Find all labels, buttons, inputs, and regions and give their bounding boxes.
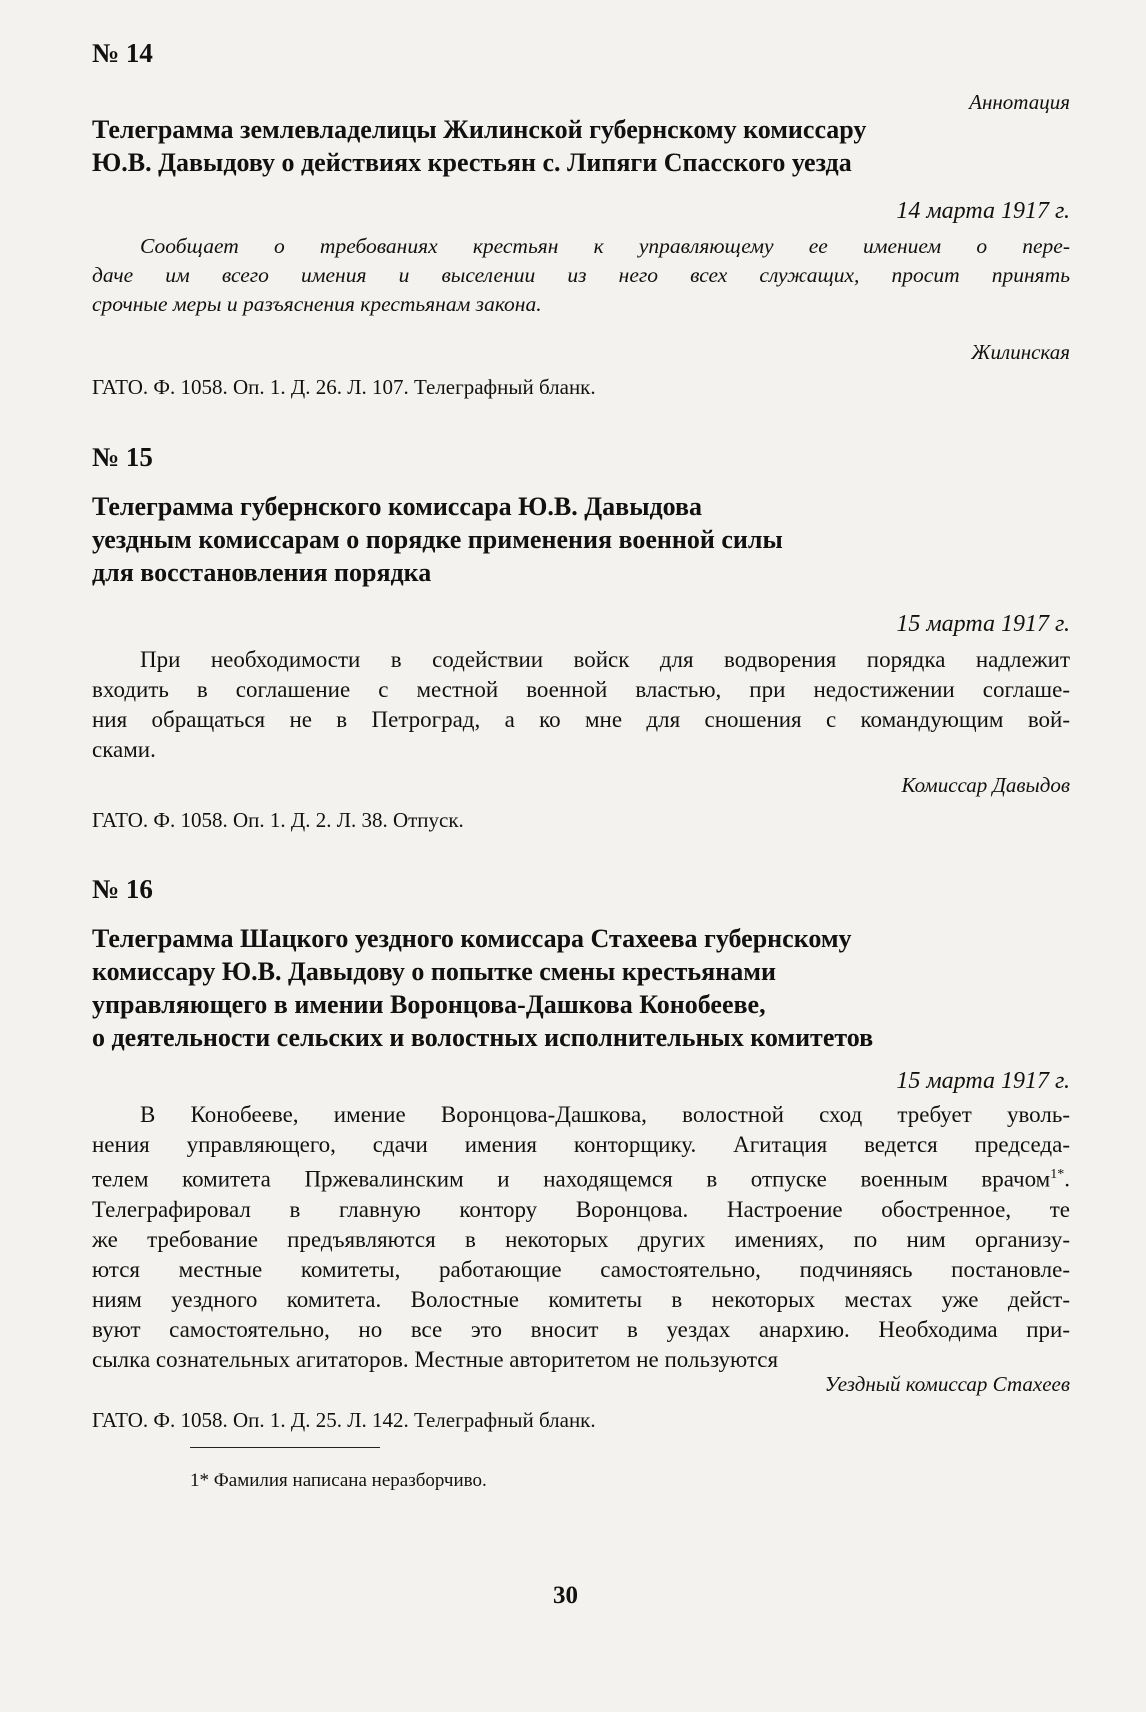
doc-14-date: 14 марта 1917 г.	[896, 198, 1070, 224]
body-line: ния обращаться не в Петроград, а ко мне для сношения с командующим вой-	[92, 707, 1070, 732]
doc-16-number: № 16	[92, 874, 153, 904]
body-line: вуют самостоятельно, но все это вносит в уездах анархию. Необходима при-	[92, 1316, 1070, 1342]
body-line: телем комитета Пржевалинским и находящемся в отпуске военным врачом$^{1*}$.	[92, 1166, 1070, 1192]
body-line: В Конобееве, имение Воронцова-Дашкова, волостной сход требует уволь-	[140, 1102, 1070, 1127]
doc-14-signature: Жилинская	[971, 340, 1070, 364]
doc-16-title	[92, 922, 1072, 1054]
title-line: Ю.В. Давыдову о действиях крестьян с. Липяги Спасского уезда	[92, 148, 852, 177]
doc-15-date: 15 марта 1917 г.	[896, 611, 1070, 637]
title-line: о деятельности сельских и волостных исполнительных комитетов	[92, 1023, 874, 1052]
doc-16-body	[92, 1100, 1070, 1375]
doc-14-title	[92, 113, 1072, 179]
body-line: сылка сознательных агитаторов. Местные авторитетом не пользуются	[92, 1346, 779, 1372]
footnote: 1* Фамилия написана неразборчиво.	[190, 1470, 487, 1491]
doc-14-annotation	[92, 232, 1070, 319]
title-line: для восстановления порядка	[92, 558, 432, 587]
title-line: Телеграмма губернского комиссара Ю.В. Давыдова	[92, 492, 703, 521]
annotation-line: срочные меры и разъяснения крестьянам закона.	[92, 292, 542, 316]
footnote-divider	[190, 1447, 380, 1448]
doc-16-date: 15 марта 1917 г.	[896, 1068, 1070, 1094]
doc-15-title	[92, 490, 1072, 589]
body-line: входить в соглашение с местной военной властью, при недостижении соглаше-	[92, 677, 1070, 702]
title-line: комиссару Ю.В. Давыдову о попытке смены крестьянами	[92, 957, 776, 986]
title-line: Телеграмма Шацкого уездного комиссара Стахеева губернскому	[92, 924, 852, 953]
body-line: При необходимости в содействии войск для водворения порядка надлежит	[140, 647, 1070, 672]
body-line: сками.	[92, 737, 156, 762]
doc-16-signature: Уездный комиссар Стахеев	[824, 1372, 1070, 1396]
doc-16-source: ГАТО. Ф. 1058. Оп. 1. Д. 25. Л. 142. Телеграфный бланк.	[92, 1408, 596, 1432]
body-line-text: телем комитета Пржевалинским и находящемся в отпуске военным врачом	[92, 1166, 1051, 1192]
footnote-ref: 1*	[1050, 1167, 1065, 1182]
doc-15-signature: Комиссар Давыдов	[901, 773, 1070, 797]
doc-14-source: ГАТО. Ф. 1058. Оп. 1. Д. 26. Л. 107. Телеграфный бланк.	[92, 375, 596, 399]
doc-14-number: № 14	[92, 38, 153, 68]
body-line: нения управляющего, сдачи имения конторщику. Агитация ведется председа-	[92, 1132, 1070, 1157]
body-line: ются местные комитеты, работающие самостоятельно, подчиняясь постановле-	[92, 1256, 1070, 1282]
doc-15-number: № 15	[92, 442, 153, 472]
doc-15-body	[92, 645, 1070, 765]
body-line: Телеграфировал в главную контору Воронцова. Настроение обостренное, те	[92, 1196, 1070, 1222]
doc-14-annotation-label: Аннотация	[969, 90, 1070, 114]
title-line: управляющего в имении Воронцова-Дашкова Конобееве,	[92, 990, 766, 1019]
title-line: Телеграмма землевладелицы Жилинской губернскому комиссару	[92, 115, 867, 144]
annotation-line: Сообщает о требованиях крестьян к управляющему ее имением о пере-	[140, 234, 1070, 258]
annotation-line: даче им всего имения и выселении из него всех служащих, просит принять	[92, 263, 1070, 287]
title-line: уездным комиссарам о порядке применения военной силы	[92, 525, 783, 554]
body-line: ниям уездного комитета. Волостные комитеты в некоторых местах уже дейст-	[92, 1286, 1070, 1312]
page-number: 30	[553, 1582, 578, 1609]
body-line: же требование предъявляются в некоторых других имениях, по ним организу-	[92, 1226, 1070, 1252]
doc-15-source: ГАТО. Ф. 1058. Оп. 1. Д. 2. Л. 38. Отпуск.	[92, 808, 464, 832]
